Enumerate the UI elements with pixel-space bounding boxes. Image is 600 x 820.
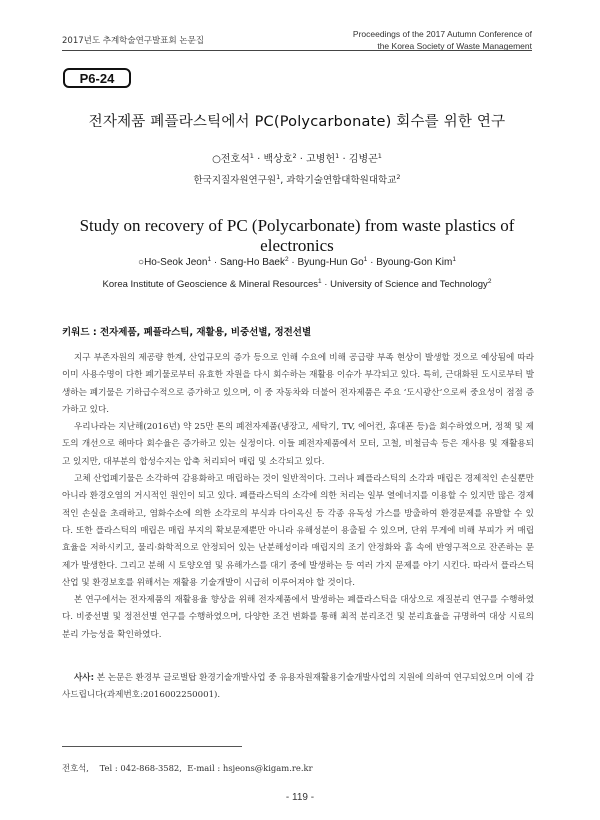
presenter-mark: ○: [212, 154, 221, 165]
footnote-divider: [62, 746, 242, 747]
page-number: - 119 -: [285, 792, 315, 803]
author-affil-sup: 1: [377, 152, 382, 160]
running-header-right-line2: the Korea Society of Waste Management: [377, 41, 532, 51]
body-paragraph: 고체 산업폐기물은 소각하여 감용화하고 매립하는 것이 일반적이다. 그러나 폐플라스틱의 소각과 매립은 경제적인 손실뿐만 아니라 환경오염의 거시적인 원인이 되고 있다. 폐플라스틱의 소각에 의한 처리는 일부 열에너지를 이용할 수 있지만 많은 경제적인 손실을 초래하고, 염화수소에 의한 소각로의 부식과 다이옥신 등 각종 유독성 가스를 방출하여 환경문제를 유발할 수 있다. 또한 플라스틱의 매립은 매립 부지의 확보문제뿐만 아니라 유해성분이 용출될 수 있으며, 단위 무게에 비해 부피가 커 매립효율을 저하시키고, 물리·화학적으로 안정되어 있는 난분해성이라 매립지의 조기 안정화와 흙 속에 반영구적으로 잔존하는 문제가 발생한다. 그리고 분해 시 토양오염 및 유해가스를 대기 중에 발생하는 등 여러 가지 문제를 야기 시킨다. 따라서 플라스틱 산업 및 환경보호를 위해서는 재활용 기술개발이 시급히 이루어져야 할 것이다.: [62, 474, 534, 588]
corresponding-author-footnote: 전호석, Tel : 042-868-3582, E-mail : hsjeons@kigam.re.kr: [62, 763, 313, 773]
author-separator: ·: [253, 154, 264, 165]
body-paragraph: 지구 부존자원의 제공량 한계, 산업규모의 증가 등으로 인해 수요에 비해 공급량 부족 현상이 발생할 것으로 예상됨에 따라 이미 사용수명이 다한 폐기물로부터 유효한 자원을 다시 회수하는 재활용 이슈가 부각되고 있다. 특히, 근대화된 도시로부터 발생하는 폐기물은 기하급수적으로 증가하고 있으며, 이 중 자동차와 더불어 전자제품은 주요 ‘도시광산’으로써 중요성이 점점 증가하고 있다.: [62, 353, 534, 415]
author-name: 전호석: [220, 154, 250, 165]
author-name: Byung-Hun Go: [297, 257, 364, 268]
paper-id-badge: P6-24: [63, 68, 131, 88]
affiliations-english: [62, 278, 532, 290]
author-affil-sup: 1: [249, 152, 254, 160]
running-header-left: 2017년도 추계학술연구발표회 논문집: [62, 36, 204, 46]
authors-english: [62, 256, 532, 268]
presenter-mark: ○: [138, 257, 145, 268]
author-affil-sup: 2: [285, 256, 289, 263]
paper-title-korean: 전자제품 폐플라스틱에서 PC(Polycarbonate) 회수를 위한 연구: [88, 114, 506, 130]
footnote-email-label: E-mail :: [187, 763, 223, 773]
footnote-tel: 042-868-3582: [120, 763, 180, 773]
running-header-right-line1: Proceedings of the 2017 Autumn Conference of: [352, 29, 532, 39]
affiliations-korean: [62, 172, 532, 186]
footnote-name: 전호석,: [62, 763, 89, 773]
author-separator: ·: [211, 257, 220, 268]
body-paragraph: 우리나라는 지난해(2016년) 약 25만 톤의 폐전자제품(냉장고, 세탁기, TV, 에어컨, 휴대폰 등)을 회수하였으며, 정책 및 제도의 개선으로 해마다 회수율은 증가하고 있는 실정이다. 이들 폐전자제품에서 모터, 고철, 비철금속 등은 재사용 및 재활용되고 있지만, 대부분의 합성수지는 압축 처리되어 매립 및 소각되고 있다.: [62, 422, 534, 467]
author-affil-sup: 1: [335, 152, 340, 160]
affiliation-name: University of Science and Technology: [330, 279, 488, 290]
author-name: 백상호: [263, 154, 293, 165]
author-separator: ·: [367, 257, 377, 268]
affiliation-name: 한국지질자원연구원: [193, 175, 277, 186]
author-separator: ·: [296, 154, 307, 165]
acknowledgement: [62, 670, 534, 705]
author-separator: ·: [288, 257, 298, 268]
author-name: Sang-Ho Baek: [219, 257, 285, 268]
author-affil-sup: 1: [207, 256, 212, 263]
header-divider: [62, 50, 532, 51]
keywords-line: 키워드 : 전자제품, 폐플라스틱, 재활용, 비중선별, 정전선별: [62, 327, 312, 338]
affiliation-sup: 2: [487, 278, 492, 285]
body-paragraph: 본 연구에서는 전자제품의 재활용율 향상을 위해 전자제품에서 발생하는 폐플라스틱을 대상으로 재질분리 연구를 수행하였다. 비중선별 및 정전선별 연구를 수행하였으며, 다양한 조건 변화를 통해 최적 분리조건 및 분리효율을 규명하여 대상 시료의 분리 가능성을 확인하였다.: [62, 595, 534, 640]
footnote-email: hsjeons@kigam.re.kr: [222, 763, 313, 773]
affiliation-sup: 2: [396, 173, 401, 181]
abstract-body: [62, 350, 534, 644]
authors-korean: [62, 150, 532, 165]
footnote-tel-label: Tel :: [99, 763, 121, 773]
affiliation-sup: 1: [276, 173, 281, 181]
affiliation-name: Korea Institute of Geoscience & Mineral Resources: [102, 279, 318, 290]
paper-title-english: Study on recovery of PC (Polycarbonate) from waste plastics of electronics: [79, 216, 515, 255]
author-name: 고병헌: [306, 154, 336, 165]
author-affil-sup: 1: [452, 256, 456, 263]
author-name: Ho-Seok Jeon: [144, 257, 208, 268]
author-name: 김병곤: [348, 154, 378, 165]
affiliation-joiner: ,: [280, 175, 287, 186]
running-header-right: [353, 28, 532, 52]
acknowledgement-label: 사사:: [74, 673, 95, 683]
affiliation-name: 과학기술연합대학원대학교: [286, 175, 397, 186]
author-affil-sup: 2: [292, 152, 297, 160]
author-separator: ·: [339, 154, 349, 165]
affiliation-joiner: ·: [321, 279, 331, 290]
author-name: Byoung-Gon Kim: [376, 257, 453, 268]
author-affil-sup: 1: [363, 256, 368, 263]
affiliation-sup: 1: [318, 278, 322, 285]
acknowledgement-text: 본 논문은 환경부 글로벌탑 환경기술개발사업 중 유용자원재활용기술개발사업의 지원에 의하여 연구되었으며 이에 감사드립니다(과제번호:2016002250001).: [62, 673, 534, 701]
